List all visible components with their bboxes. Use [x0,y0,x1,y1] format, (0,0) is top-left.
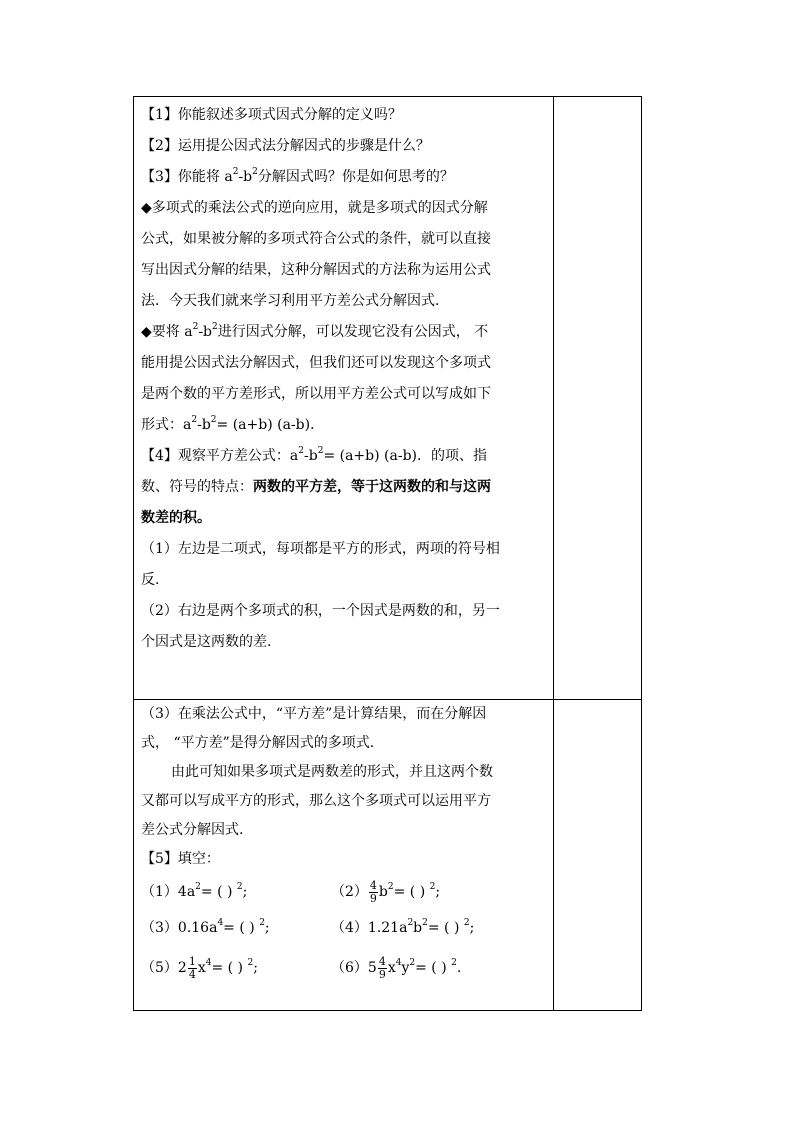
content-cell-1 [134,97,554,700]
question-3: 【3】你能将 $a^2-b^2$分解因式吗？你是如何思考的？ [141,167,454,185]
point-3: （3）在乘法公式中，“平方差”是计算结果，而在分解因 式， “平方差”是得分解因式的多项式. [141,706,487,751]
paragraph-intro: ◆多项式的乘法公式的逆向应用，就是多项式的因式分解 公式，如果被分解的多项式符合公式的条件，就可以直接 写出因式分解的结果，这种分解因式的方法称为运用公式 法．今天我们就来学习利用平方差公式分解因式． [141,200,491,309]
lesson-table [133,96,642,1011]
exercise-6: （6）5 $\frac{4}{9}$ $x^4y^2=$ ( ) $^2$. [331,954,462,981]
exercise-1: $(1)4a^2=$ ( ) $^2$; [141,882,248,900]
conclusion: 由此可知如果多项式是两数差的形式，并且这两个数 又都可以写成平方的形式，那么这个多项式可以运用平方 差公式分解因式. [141,764,493,838]
exercise-4: $(4)1.21a^2b^2=$ ( ) $^2$; [331,918,475,936]
notes-cell-2 [554,700,642,1011]
question-5-title: 【5】填空： [141,851,220,867]
content-cell-2 [134,700,554,1011]
exercise-row-2 [141,910,547,946]
exercise-3: $(3)0.16a^4=$ ( ) $^2$; [141,918,270,936]
question-4: 【4】观察平方差公式：$a^2-b^2= (a+b)$ (a-b)．的项、指 数、符号的特点：两数的平方差，等于这两数的和与这两 数差的积。 [141,446,491,526]
exercise-5: （5）2 $\frac{1}{4}$ $x^4=$ ( ) $^2$; [141,954,258,981]
point-1: （1）左边是二项式，每项都是平方的形式，两项的符号相 反. [141,541,500,588]
question-2: 【2】运用提公因式法分解因式的步骤是什么？ [141,138,430,154]
point-2: （2）右边是两个多项式的积，一个因式是两数的和，另一 个因式是这两数的差. [141,603,500,650]
exercise-row-1 [141,874,547,910]
exercise-2: （2） $\frac{4}{9}$ $b^2=$ ( ) $^2$; [331,878,441,905]
exercise-row-3 [141,946,547,990]
paragraph-difference: ◆要将 $a^2-b^2$进行因式分解，可以发现它没有公因式， 不 能用提公因式法分解因式，但我们还可以发现这个多项式 是两个数的平方差形式，所以用平方差公式可以写成如下 形式：$a^2-b^2= (a+b)$ (a-b)． [141,322,491,433]
notes-cell-1 [554,97,642,700]
question-1: 【1】你能叙述多项式因式分解的定义吗？ [141,107,402,123]
